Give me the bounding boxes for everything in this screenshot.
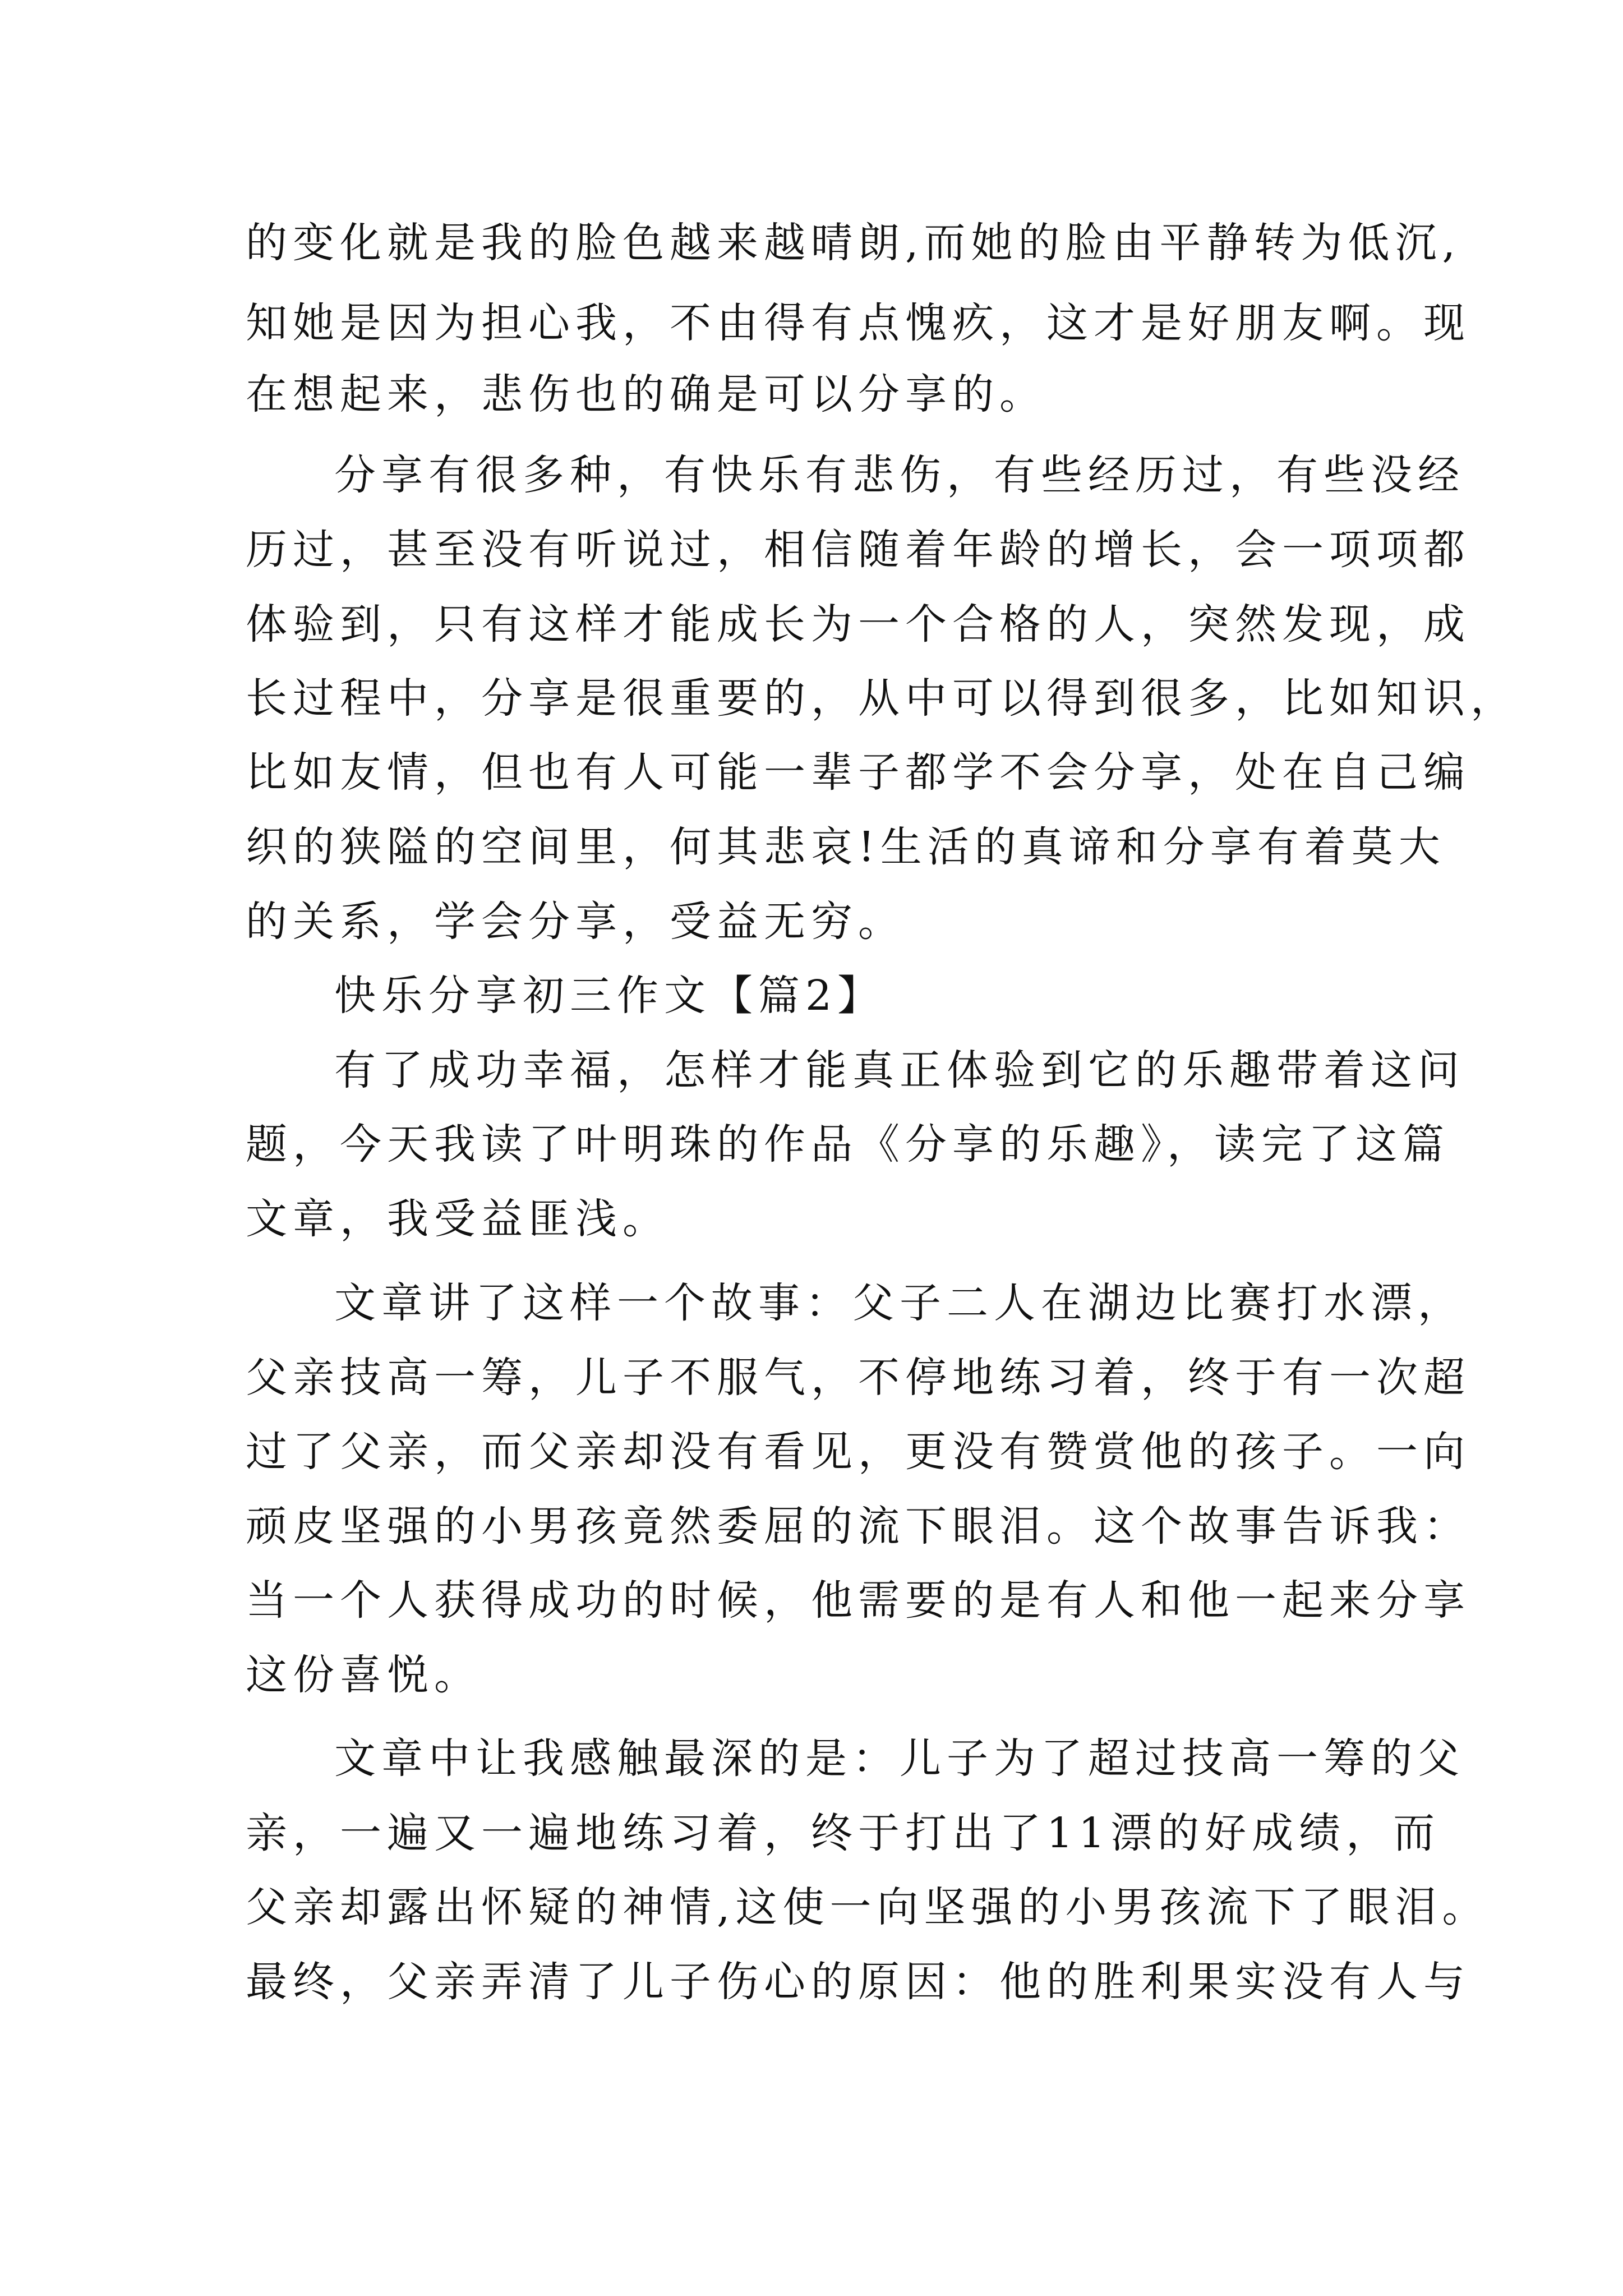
text-line: 题，今天我读了叶明珠的作品《分享的乐趣》，读完了这篇 bbox=[246, 1120, 1450, 1168]
text-line: 亲，一遍又一遍地练习着，终于打出了11漂的好成绩，而 bbox=[246, 1809, 1441, 1857]
text-line: 体验到，只有这样才能成长为一个合格的人，突然发现，成 bbox=[246, 600, 1470, 648]
text-line: 历过，甚至没有听说过，相信随着年龄的增长，会一项项都 bbox=[246, 526, 1470, 574]
text-line: 文章中让我感触最深的是：儿子为了超过技高一筹的父 bbox=[334, 1734, 1465, 1783]
text-line: 这份喜悦。 bbox=[246, 1651, 481, 1699]
text-line: 过了父亲，而父亲却没有看见，更没有赞赏他的孩子。一向 bbox=[246, 1428, 1470, 1476]
text-line: 的关系，学会分享，受益无穷。 bbox=[246, 898, 905, 946]
text-line: 织的狭隘的空间里，何其悲哀!生活的真谛和分享有着莫大 bbox=[246, 823, 1446, 871]
text-line: 父亲却露出怀疑的神情,这使一向坚强的小男孩流下了眼泪。 bbox=[246, 1883, 1490, 1931]
text-line: 长过程中，分享是很重要的，从中可以得到很多，比如知识， bbox=[246, 674, 1518, 723]
text-line: 最终，父亲弄清了儿子伤心的原因：他的胜利果实没有人与 bbox=[246, 1958, 1470, 2006]
section-heading: 快乐分享初三作文【篇2】 bbox=[334, 972, 885, 1020]
text-line: 当一个人获得成功的时候，他需要的是有人和他一起来分享 bbox=[246, 1576, 1470, 1625]
text-line: 知她是因为担心我，不由得有点愧疚，这才是好朋友啊。现 bbox=[246, 299, 1470, 347]
text-line: 父亲技高一筹，儿子不服气，不停地练习着，终于有一次超 bbox=[246, 1354, 1470, 1402]
text-line: 比如友情，但也有人可能一辈子都学不会分享，处在自己编 bbox=[246, 748, 1470, 797]
text-line: 的变化就是我的脸色越来越晴朗,而她的脸由平静转为低沉, bbox=[246, 219, 1461, 267]
text-line: 文章，我受益匪浅。 bbox=[246, 1195, 670, 1243]
text-line: 顽皮坚强的小男孩竟然委屈的流下眼泪。这个故事告诉我： bbox=[246, 1502, 1470, 1550]
text-line: 分享有很多种，有快乐有悲伤，有些经历过，有些没经 bbox=[334, 451, 1465, 499]
text-line: 文章讲了这样一个故事：父子二人在湖边比赛打水漂， bbox=[334, 1279, 1465, 1327]
text-line: 在想起来，悲伤也的确是可以分享的。 bbox=[246, 370, 1046, 418]
text-line: 有了成功幸福，怎样才能真正体验到它的乐趣带着这问 bbox=[334, 1046, 1465, 1094]
